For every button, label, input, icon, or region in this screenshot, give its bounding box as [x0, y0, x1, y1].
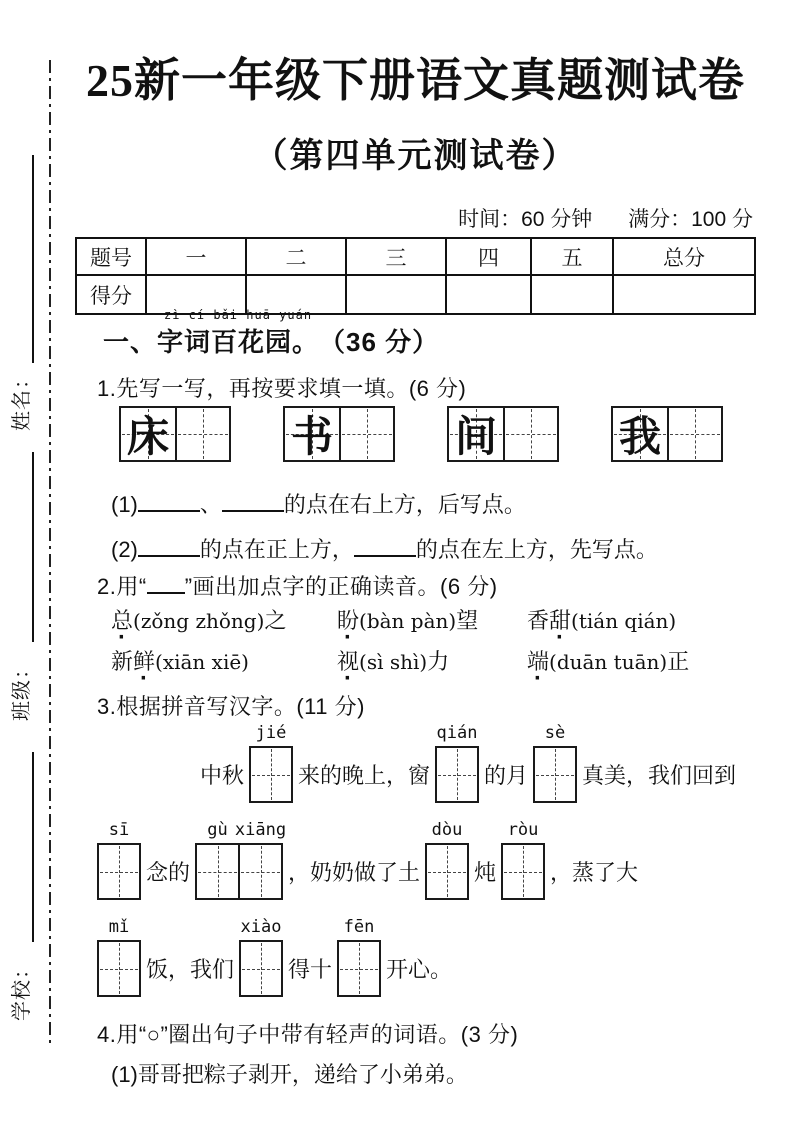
dotted-char: 鲜	[133, 649, 156, 674]
section1-pinyin: zì cí bǎi huā yuán	[164, 308, 313, 322]
dotted-char: 端	[527, 649, 550, 674]
writing-grid-pair	[283, 406, 395, 462]
score-table-header-cell: 一	[147, 239, 247, 276]
plain-char: 力	[427, 649, 450, 674]
dotted-char: 甜	[549, 608, 572, 633]
model-character: 床	[126, 415, 169, 461]
model-character: 我	[618, 415, 661, 461]
plain-char: 新	[111, 649, 134, 674]
q1-prompt: 1.先写一写，再按要求填一填。(6 分)	[97, 376, 467, 401]
section1-score: （36 分）	[319, 327, 440, 357]
time-limit: 时间：60 分钟	[458, 208, 593, 231]
score-table-header-cell: 五	[532, 239, 614, 276]
pinyin-hint: sè	[544, 723, 566, 743]
answer-box	[501, 820, 545, 900]
q1-writing-grids	[119, 406, 723, 462]
pinyin-choices: (xiān xiē)	[155, 650, 249, 674]
pinyin-hint: jié	[255, 723, 287, 743]
pinyin-choices: (bàn pàn)	[359, 609, 457, 633]
paper-title: 25新一年级下册语文真题测试卷	[86, 55, 745, 106]
sentence-text: 中秋	[200, 763, 245, 788]
grid-cell-empty	[667, 408, 721, 460]
answer-box	[195, 820, 239, 900]
full-score: 满分：100 分	[628, 208, 753, 231]
grid-cell-with-char	[613, 408, 667, 460]
pinyin-hint: xiāng	[234, 820, 287, 840]
writing-grid-pair	[447, 406, 559, 462]
answer-box	[425, 820, 469, 900]
answer-box	[97, 820, 141, 900]
sentence-text: 饭，我们	[146, 957, 235, 982]
sub-text: 的点在右上方，后写点。	[283, 492, 526, 517]
grid-cell-empty	[339, 408, 393, 460]
grid-cell-with-char	[121, 408, 175, 460]
pinyin-choices: (sì shì)	[359, 650, 428, 674]
pronunciation-item	[527, 645, 689, 676]
fill-blank	[354, 534, 416, 557]
sentence-text: 的月	[484, 763, 529, 788]
pronunciation-item	[111, 604, 286, 635]
pinyin-hint: dòu	[431, 820, 463, 840]
pinyin-hint: mǐ	[108, 917, 130, 937]
q1-subquestion-2	[111, 533, 658, 564]
sub-text: 的点在左上方，先写点。	[415, 537, 658, 562]
answer-box	[533, 723, 577, 803]
answer-box	[234, 820, 287, 900]
pinyin-hint: fēn	[343, 917, 375, 937]
school-blank-line	[32, 752, 34, 942]
answer-box	[249, 723, 293, 803]
plain-char: 望	[456, 608, 479, 633]
sentence-text: 念的	[146, 860, 191, 885]
pinyin-hint: qián	[436, 723, 478, 743]
sub-text: 的点在正上方，	[199, 537, 354, 562]
pronunciation-item	[111, 645, 249, 676]
underline-mark	[147, 571, 185, 594]
q4-sentence-1: (1)哥哥把粽子剥开，递给了小弟弟。	[111, 1062, 468, 1087]
grid-cell-empty	[503, 408, 557, 460]
plain-char: 香	[527, 608, 550, 633]
pinyin-hint: sī	[108, 820, 130, 840]
sentence-text: ，奶奶做了土	[288, 860, 421, 885]
sub-number: (1)	[111, 492, 138, 517]
fill-blank	[222, 489, 284, 512]
answer-box	[97, 917, 141, 997]
q2-prompt-post: ”画出加点字的正确读音。(6 分)	[184, 574, 498, 599]
sentence-text: 真美，我们回到	[582, 763, 737, 788]
class-blank-line	[32, 452, 34, 642]
plain-char: 之	[264, 608, 287, 633]
section1-number: 一、	[103, 327, 158, 357]
pinyin-hint: ròu	[507, 820, 539, 840]
q1-subquestion-1	[111, 488, 526, 519]
name-label: 姓名：	[11, 368, 33, 431]
pinyin-choices: (duān tuān)	[549, 650, 668, 674]
school-label: 学校：	[11, 958, 33, 1021]
writing-grid-pair	[611, 406, 723, 462]
sentence-text: ，蒸了大	[550, 860, 639, 885]
grid-cell-empty	[175, 408, 229, 460]
writing-grid-pair	[119, 406, 231, 462]
answer-box	[435, 723, 479, 803]
answer-box-pair	[195, 820, 287, 900]
score-table	[75, 237, 756, 315]
name-blank-line	[32, 155, 34, 363]
grid-cell-with-char	[449, 408, 503, 460]
q4-prompt: 4.用“○”圈出句子中带有轻声的词语。(3 分)	[97, 1022, 519, 1047]
fill-blank	[138, 489, 200, 512]
score-empty-cell	[447, 276, 532, 313]
q2-prompt	[97, 570, 498, 601]
q3-sentence-line1	[200, 723, 737, 803]
score-table-header-cell: 三	[347, 239, 447, 276]
pinyin-choices: (zǒng zhǒng)	[133, 609, 265, 633]
q3-sentence-line2	[97, 820, 639, 900]
sentence-text: 开心。	[386, 957, 453, 982]
score-empty-cell	[532, 276, 614, 313]
answer-box	[337, 917, 381, 997]
dotted-char: 总	[111, 608, 134, 633]
q2-prompt-pre: 2.用“	[97, 574, 147, 599]
score-table-header-cell: 总分	[614, 239, 754, 276]
model-character: 间	[454, 415, 497, 461]
score-empty-cell	[614, 276, 754, 313]
answer-box	[239, 917, 283, 997]
q3-prompt: 3.根据拼音写汉字。(11 分)	[97, 694, 365, 719]
fill-blank	[138, 534, 200, 557]
model-character: 书	[290, 415, 333, 461]
seal-dashdot-line	[49, 60, 51, 1045]
dotted-char: 盼	[337, 608, 360, 633]
dotted-char: 视	[337, 649, 360, 674]
sub-number: (2)	[111, 537, 138, 562]
score-row-label: 得分	[77, 276, 147, 313]
score-table-header-cell: 题号	[77, 239, 147, 276]
sentence-text: 炖	[474, 860, 497, 885]
score-table-header-cell: 四	[447, 239, 532, 276]
class-label: 班级：	[11, 658, 33, 721]
section1-title: 字词百花园。	[157, 327, 320, 357]
pinyin-hint: xiào	[240, 917, 282, 937]
pinyin-choices: (tián qián)	[571, 609, 677, 633]
plain-char: 正	[667, 649, 690, 674]
grid-cell-with-char	[285, 408, 339, 460]
exam-meta	[428, 203, 753, 233]
pronunciation-item	[527, 604, 676, 635]
section1-heading	[103, 308, 439, 359]
sentence-text: 得十	[288, 957, 333, 982]
pronunciation-item	[337, 645, 449, 676]
paper-subtitle: （第四单元测试卷）	[253, 138, 578, 175]
pinyin-hint: gù	[207, 820, 228, 840]
sentence-text: 来的晚上，窗	[298, 763, 431, 788]
q3-sentence-line3	[97, 917, 453, 997]
score-table-header-cell: 二	[247, 239, 347, 276]
separator: 、	[199, 492, 222, 517]
pronunciation-item	[337, 604, 478, 635]
